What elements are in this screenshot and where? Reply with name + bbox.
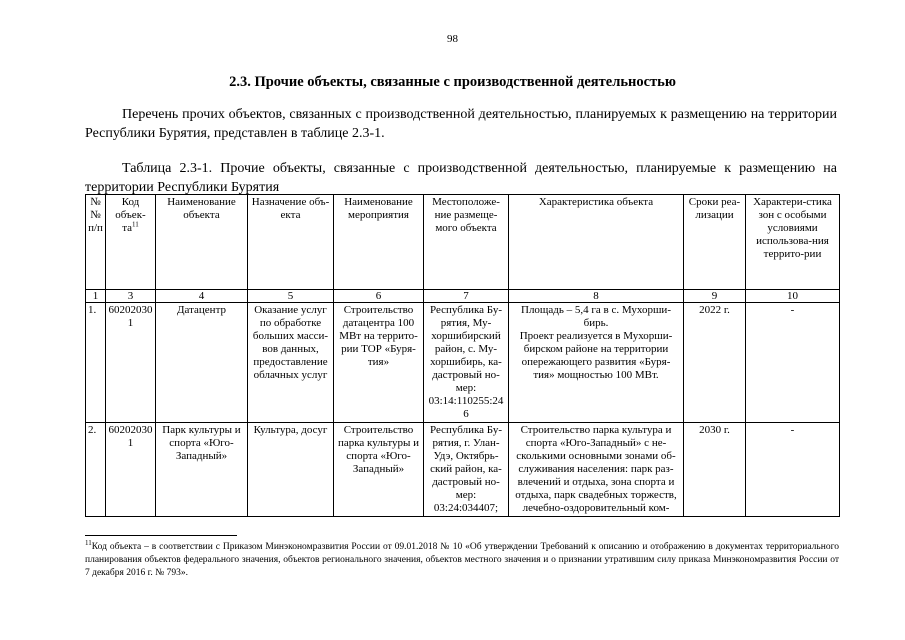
column-number: 10	[746, 290, 840, 303]
footnote	[85, 538, 839, 580]
table-header-row	[86, 195, 840, 290]
column-number: 1	[86, 290, 106, 303]
footnote-marker: 11	[85, 538, 92, 547]
header-zones: Характери-стика зон с особыми условиями использова-ния террито-рии	[746, 195, 840, 290]
column-number: 6	[334, 290, 424, 303]
cell-purpose: Оказание услуг по обработке больших масси-вов данных, предоставление облачных услуг	[248, 303, 334, 423]
footnote-ref: 11	[132, 220, 139, 229]
objects-table-wrapper	[85, 194, 839, 517]
header-code-text: Код объек-та	[115, 196, 146, 234]
column-number: 9	[684, 290, 746, 303]
cell-zones: -	[746, 303, 840, 423]
characteristics-line: Площадь – 5,4 га в с. Мухорши-бирь.	[521, 304, 671, 329]
cell-terms: 2022 г.	[684, 303, 746, 423]
page-number: 98	[447, 33, 458, 45]
table-row	[86, 303, 840, 423]
column-number-row	[86, 290, 840, 303]
cell-location: Республика Бу-рятия, Му-хоршибирский район, с. Му-хоршибирь, ка-дастровый но-мер: 03:14:110255:24 6	[424, 303, 509, 423]
header-event: Наименование мероприятия	[334, 195, 424, 290]
cell-characteristics: Строительство парка культура и спорта «Юго-Западный» с не-сколькими основными зонами об-служивания населения: парк раз-влечений и отдыха, зона спорта и отдыха, парк свадебных торжеств, лечебно-оздоровительный ком-	[509, 423, 684, 517]
header-num: № № п/п	[86, 195, 106, 290]
cell-characteristics	[509, 303, 684, 423]
column-number: 3	[106, 290, 156, 303]
header-location: Местоположе-ние размеще-мого объекта	[424, 195, 509, 290]
cell-num: 2.	[86, 423, 106, 517]
cell-name: Парк культуры и спорта «Юго-Западный»	[156, 423, 248, 517]
cell-zones: -	[746, 423, 840, 517]
header-characteristics: Характеристика объекта	[509, 195, 684, 290]
header-name: Наименование объекта	[156, 195, 248, 290]
table-caption-text: Таблица 2.3-1. Прочие объекты, связанные с производственной деятельностью, планируемые к размещению на территории Республики Бурятия	[85, 161, 837, 195]
cell-terms: 2030 г.	[684, 423, 746, 517]
column-number: 5	[248, 290, 334, 303]
cell-name: Датацентр	[156, 303, 248, 423]
table-row	[86, 423, 840, 517]
table-caption	[85, 159, 837, 197]
intro-paragraph	[85, 105, 837, 143]
cell-num: 1.	[86, 303, 106, 423]
column-number: 8	[509, 290, 684, 303]
header-terms: Сроки реа-лизации	[684, 195, 746, 290]
column-number: 4	[156, 290, 248, 303]
cell-location: Республика Бу-рятия, г. Улан-Удэ, Октябрь-ский район, ка-дастровый но-мер: 03:24:034407;	[424, 423, 509, 517]
cell-code: 602020301	[106, 423, 156, 517]
footnote-separator	[85, 535, 237, 536]
cell-event: Строительство датацентра 100 МВт на террито-рии ТОР «Буря-тия»	[334, 303, 424, 423]
section-title: 2.3. Прочие объекты, связанные с производственной деятельностью	[229, 74, 676, 90]
intro-paragraph-text: Перечень прочих объектов, связанных с производственной деятельностью, планируемых к размещению на территории Республики Бурятия, представлен в таблице 2.3-1.	[85, 107, 837, 141]
cell-event: Строительство парка культуры и спорта «Юго-Западный»	[334, 423, 424, 517]
header-code	[106, 195, 156, 290]
header-purpose: Назначение объ-екта	[248, 195, 334, 290]
objects-table	[85, 194, 840, 517]
cell-purpose: Культура, досуг	[248, 423, 334, 517]
characteristics-line: Проект реализуется в Мухорши-бирском районе на территории опережающего развития «Буря-тия» мощностью 100 МВт.	[519, 330, 673, 381]
cell-code: 602020301	[106, 303, 156, 423]
footnote-text: Код объекта – в соответствии с Приказом Минэкономразвития России от 09.01.2018 № 10 «Об утверждении Требований к описанию и отображению в документах территориального планирования объектов федерального значения, объектов регионального значения, объектов местного значения и о признании утратившим силу приказа Минэкономразвития России от 7 декабря 2016 г. № 793».	[85, 542, 839, 578]
column-number: 7	[424, 290, 509, 303]
